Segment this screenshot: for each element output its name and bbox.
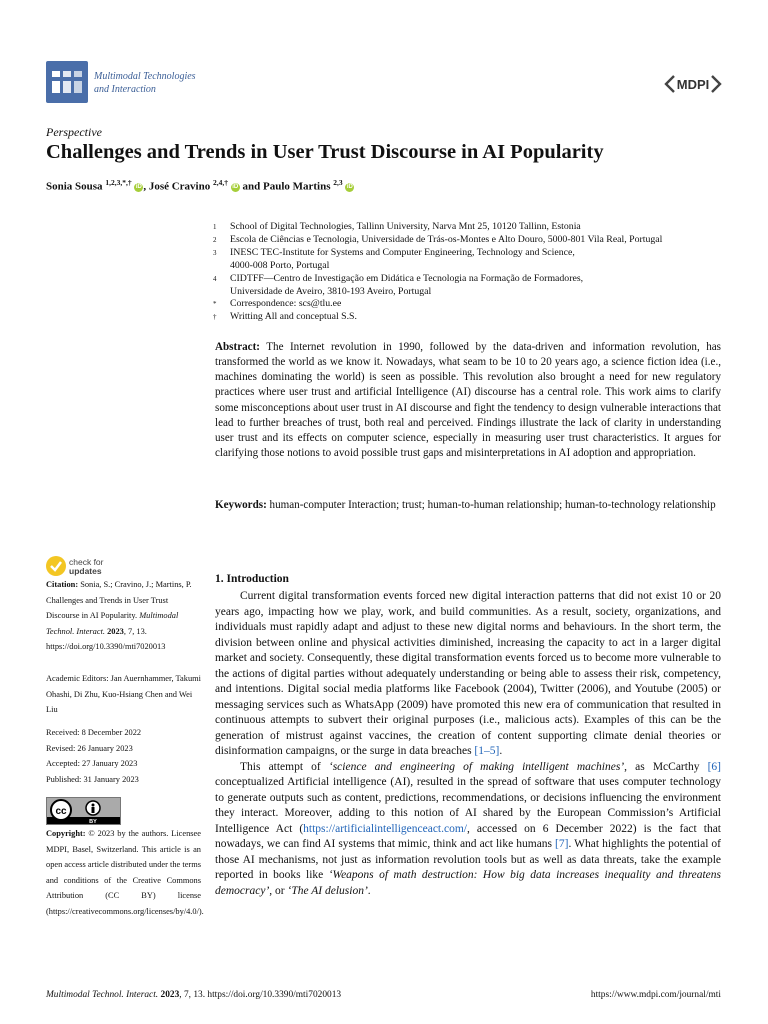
affiliation-number	[213, 260, 230, 273]
mdpi-text: MDPI	[676, 77, 710, 92]
book-title: ‘Weapons of math destruction: How big data increases inequality and threatens democracy’	[215, 869, 721, 897]
paragraph	[215, 760, 721, 900]
revised-date: Revised: 26 January 2023	[46, 743, 133, 753]
orcid-icon[interactable]: iD	[232, 183, 239, 190]
author-separator: and	[239, 180, 263, 193]
journal-name	[94, 70, 196, 96]
check-line1: check for	[69, 557, 104, 567]
paragraph	[215, 589, 721, 760]
affiliation-number: 3	[213, 248, 217, 257]
author-affiliation-mark: 1,2,3,*,†	[105, 178, 132, 187]
author-affiliation-mark: 2,3	[333, 178, 343, 187]
paragraph-text: . What highlights the potential of those AI mechanisms, not just as information revolution tools but as well as data threats, take the example reported in books like	[215, 838, 721, 881]
affiliation-text: CIDTFF—Centro de Investigação em Didática e Tecnologia na Formação de Formadores,	[230, 272, 584, 284]
author-list	[46, 178, 354, 193]
affiliation-number: 2	[213, 235, 217, 244]
affiliation-text: School of Digital Technologies, Tallinn University, Narva Mnt 25, 10120 Tallinn, Estonia	[230, 221, 581, 232]
svg-text:cc: cc	[55, 806, 67, 817]
check-line2: updates	[69, 566, 102, 576]
paragraph-text: , as McCarthy	[624, 760, 708, 773]
abstract	[215, 340, 721, 461]
paragraph-text: This attempt of	[240, 760, 329, 773]
affiliation-text: Writting All and conceptual S.S.	[230, 311, 357, 323]
citation-label: Citation:	[46, 580, 79, 589]
journal-logo	[46, 61, 88, 103]
check-icon	[46, 556, 66, 576]
article-title: Challenges and Trends in User Trust Discourse in AI Popularity	[46, 141, 604, 163]
affiliation-number	[213, 286, 230, 299]
citation-link[interactable]: [1–5]	[474, 745, 500, 757]
affiliation-row	[213, 273, 733, 286]
accepted-date: Accepted: 27 January 2023	[46, 759, 138, 768]
affiliations	[213, 221, 733, 324]
footer-citation	[46, 990, 341, 1000]
author-name[interactable]: Paulo Martins	[262, 180, 331, 193]
author-name[interactable]: José Cravino	[148, 180, 211, 193]
journal-name-line2: and Interaction	[94, 84, 156, 95]
quote-text: ‘science and engineering of making intelligent machines’	[328, 760, 625, 773]
affiliation-number: 4	[213, 274, 217, 283]
footer-journal: Multimodal Technol. Interact.	[46, 990, 159, 1000]
paragraph-text: conceptualized Artificial intelligence (AI), resulted in the spread of software that uses computer technology to generate outputs such as content, predictions, recommendations, or decisions influencing the environment they interact. Moreover, adding to this notion of AI shared by the European Commission’s Artificial Intelligence Act (	[215, 776, 721, 835]
paragraph-text: , accessed on 6 December 2022) is the fact that nowadays, we can find AI systems that mimic, think and act like humans	[215, 822, 722, 850]
copyright-text: © 2023 by the authors. Licensee MDPI, Basel, Switzerland. This article is an open access article distributed under the terms and conditions of the Creative Commons Attribution (CC BY) license (https://creativecommons.org/licenses/by/4.0/).	[46, 829, 204, 916]
affiliation-row	[213, 221, 733, 234]
keywords-label: Keywords:	[215, 499, 267, 511]
paragraph-text: , or	[269, 884, 288, 897]
affiliation-row	[213, 286, 733, 299]
citation-block	[46, 577, 201, 655]
affiliation-text: INESC TEC-Institute for Systems and Computer Engineering, Technology and Science,	[230, 246, 575, 258]
journal-name-line1: Multimodal Technologies	[94, 71, 196, 82]
affiliation-row	[213, 298, 733, 311]
external-link[interactable]: https://artificialintelligenceact.com/	[303, 822, 467, 835]
affiliation-number: *	[213, 300, 217, 309]
copyright-block	[46, 826, 204, 919]
copyright-label: Copyright:	[46, 829, 86, 838]
affiliation-number: †	[213, 313, 217, 322]
academic-editors: Academic Editors: Jan Auernhammer, Takumi Ohashi, Di Zhu, Kuo-Hsiang Chen and Wei Liu	[46, 674, 201, 714]
cc-by-license-badge[interactable]	[46, 797, 121, 825]
orcid-icon[interactable]: iD	[135, 183, 142, 190]
paragraph-text: .	[499, 745, 503, 757]
affiliation-row	[213, 311, 733, 324]
paragraph-text: Current digital transformation events forced new digital interaction patterns that did not exist 10 or 20 years ago, impacting how we play, work, and build communities. As a result, society, organizations, and individuals must rapidly adapt and adjust to these new digital norms and behaviours. In the short term, the division between online and physical activities diminished, increasing the capacity to act in a larger digital market and society. Consequently, these digital transformation events forced us to become more vulnerable to the actions of digital parties without adequately understanding or being able to assess their risk, competency, and intentions. Digital social media platforms like Facebook (2004), Twitter (2006), and Youtube (2005) or messaging services such as WhatsApp (2009) have promoted this new era of communication that resulted in continuous attempts to subvert their original purposes (i.e., malicious acts). Examples of this can be the generation of mistrust against vaccines, the creation of content supporting climate denial theories or disinformation campaigns, or the surge in data breaches	[215, 590, 721, 757]
correspondence-text[interactable]: Correspondence: scs@tlu.ee	[230, 298, 342, 310]
citation-link[interactable]: [7]	[555, 838, 569, 850]
citation-journal: Multimodal Technol. Interact.	[46, 611, 179, 636]
mdpi-logo	[664, 70, 722, 98]
book-title: ‘The AI delusion’	[287, 884, 368, 897]
section-heading: 1. Introduction	[215, 573, 289, 585]
affiliation-row	[213, 247, 733, 260]
citation-year: 2023	[105, 626, 124, 636]
svg-text:BY: BY	[89, 819, 97, 824]
citation-text: Sonia, S.; Cravino, J.; Martins, P. Challenges and Trends in User Trust Discourse in AI Popularity.	[46, 580, 192, 620]
footer-doi[interactable]: , 7, 13. https://doi.org/10.3390/mti7020013	[179, 990, 342, 1000]
keywords	[215, 498, 721, 513]
keywords-text: human-computer Interaction; trust; human-to-human relationship; human-to-technology relationship	[266, 499, 716, 511]
abstract-text: The Internet revolution in 1990, followed by the data-driven and information revolution, has transformed the world as we know it. Nowadays, what seam to be 10 to 20 years ago, a science fiction idea (i.e., machines dominating the world) is seen as possible. This revolution also brought a need for new regulatory practices where user trust and artificial Intelligence (AI) discourse has a central role. This work aims to clarify some misconceptions about user trust in AI discourse and fight the tendency to design vulnerable interactions that lead to further breaches of trust, both real and perceived. Findings illustrate the lack of clarity in understanding user trust and its effects on computer science, especially in measuring user trust characteristics. It argues for clarifying those notions to avoid possible trust gaps and misinterpretations in AI adoption and appropriation.	[215, 341, 721, 460]
abstract-label: Abstract:	[215, 341, 260, 353]
orcid-icon[interactable]: iD	[346, 183, 353, 190]
author-name[interactable]: Sonia Sousa	[46, 180, 103, 193]
dates-block	[46, 725, 201, 787]
citation-volume-doi[interactable]: , 7, 13. https://doi.org/10.3390/mti7020013	[46, 626, 166, 651]
affiliation-text: Escola de Ciências e Tecnologia, Universidade de Trás-os-Montes e Alto Douro, 5000-801 Vila Real, Portugal	[230, 233, 663, 245]
received-date: Received: 8 December 2022	[46, 728, 142, 737]
check-for-updates-text	[69, 558, 104, 576]
affiliation-text: Universidade de Aveiro, 3810-193 Aveiro, Portugal	[230, 285, 432, 297]
footer-journal-url[interactable]: https://www.mdpi.com/journal/mti	[590, 990, 721, 1000]
affiliation-number: 1	[213, 223, 217, 231]
section-body	[215, 589, 721, 899]
affiliation-row	[213, 234, 733, 247]
footer-year: 2023	[158, 990, 180, 1000]
page-footer	[46, 990, 721, 1000]
paragraph-text: .	[367, 884, 371, 897]
citation-link[interactable]: [6]	[707, 760, 721, 773]
published-date: Published: 31 January 2023	[46, 774, 139, 784]
author-affiliation-mark: 2,4,†	[212, 178, 228, 187]
article-type: Perspective	[46, 125, 102, 139]
affiliation-row	[213, 260, 733, 273]
author-separator: ,	[143, 180, 149, 193]
affiliation-text: 4000-008 Porto, Portugal	[230, 259, 330, 271]
